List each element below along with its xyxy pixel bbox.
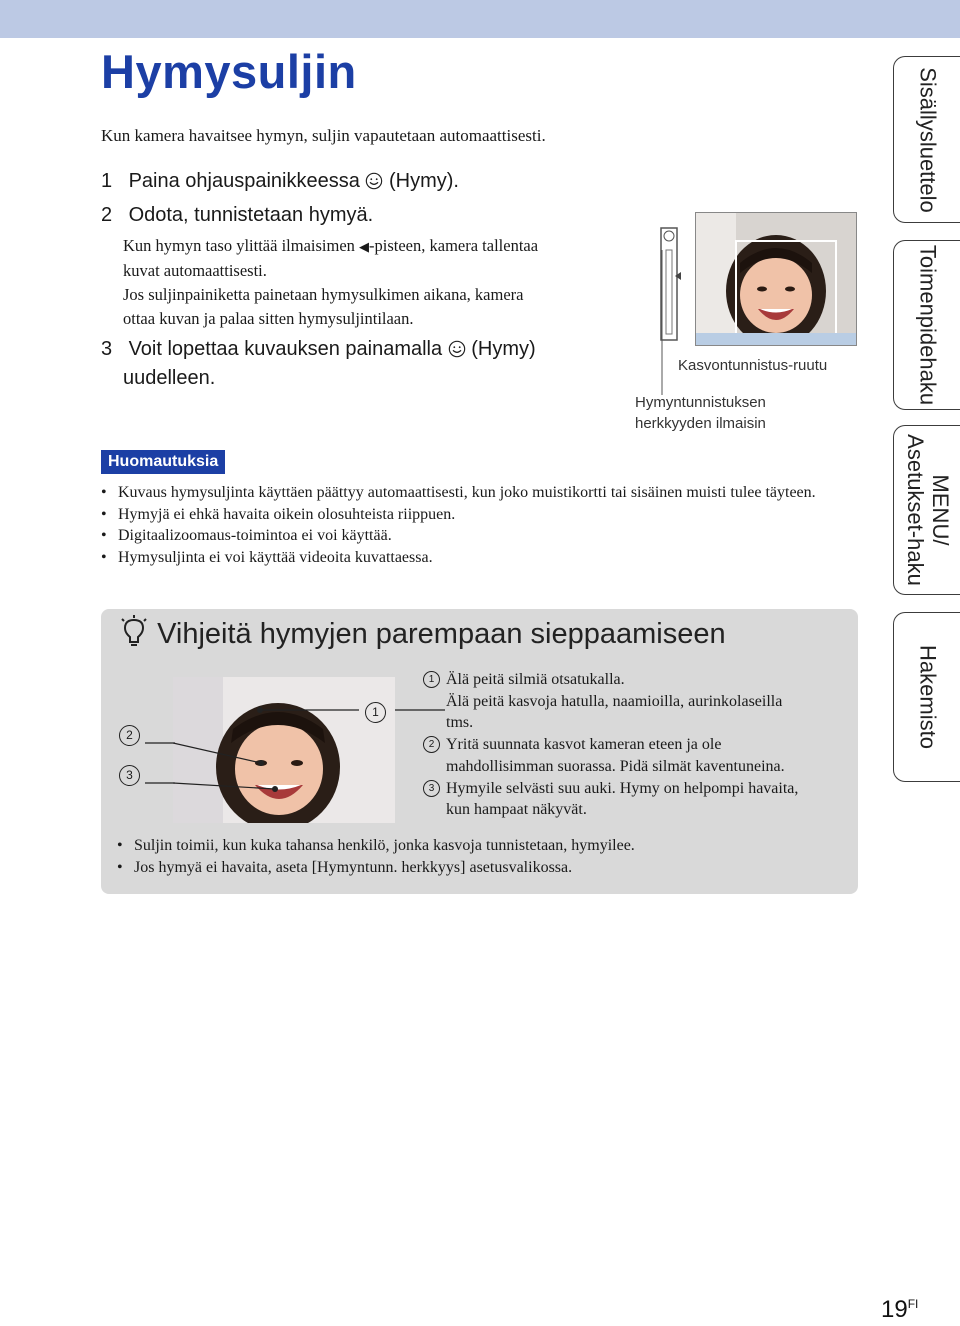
indicator-leader-line xyxy=(660,250,664,400)
step-3: 3 Voit lopettaa kuvauksen painamalla (Hymy) uudelleen. xyxy=(101,338,536,389)
face-frame-label: Kasvontunnistus-ruutu xyxy=(678,357,828,374)
tab-contents[interactable]: Sisällysluettelo xyxy=(893,56,960,223)
notes-list xyxy=(101,482,846,569)
tips-title: Vihjeitä hymyjen parempaan sieppaamiseen xyxy=(119,615,726,651)
lightbulb-icon xyxy=(119,615,149,647)
tip-item-2: 2 Yritä suunnata kasvot kameran eteen ja ole mahdollisimman suorassa. Pidä silmät kaventuneina. xyxy=(421,734,841,777)
marker-3: 3 xyxy=(119,765,140,786)
marker-3-leader xyxy=(145,782,175,786)
tips-bullets xyxy=(117,835,837,879)
marker-1: 1 xyxy=(365,702,386,723)
tab-menu-settings[interactable]: MENU/ Asetukset-haku xyxy=(893,425,960,595)
list-item: • Hymyjä ei ehkä havaita oikein olosuhteista riippuen. xyxy=(101,504,846,526)
smile-icon xyxy=(365,172,383,190)
indicator-label: Hymyntunnistuksen herkkyyden ilmaisin xyxy=(635,394,766,432)
list-item: • Jos hymyä ei havaita, aseta [Hymyntunn. herkkyys] asetusvalikossa. xyxy=(117,857,837,879)
smile-icon xyxy=(448,340,466,358)
step-2-notes: Kun hymyn taso ylittää ilmaisimen ◀-pisteen, kamera tallentaa kuvat automaattisesti. Jos suljinpainiketta painetaan hymysulkimen aikana, kamera ottaa kuvan ja palaa sitten hymysuljintilaan. xyxy=(123,236,539,328)
notes-header: Huomautuksia xyxy=(101,450,225,474)
marker-2: 2 xyxy=(119,725,140,746)
page-title: Hymysuljin xyxy=(101,45,357,98)
step-2: 2 Odota, tunnistetaan hymyä. xyxy=(101,204,374,226)
tips-photo xyxy=(173,677,395,823)
face-photo xyxy=(695,212,857,346)
tab-operation-search[interactable]: Toimenpidehaku xyxy=(893,240,960,410)
tab-index[interactable]: Hakemisto xyxy=(893,612,960,782)
list-item: • Digitaalizoomaus-toimintoa ei voi käyttää. xyxy=(101,525,846,547)
left-triangle-icon: ◀ xyxy=(359,239,370,254)
tips-box xyxy=(101,609,858,894)
tip-item-1: 1 Älä peitä silmiä otsatukalla. Älä peitä kasvoja hatulla, naamioilla, aurinkolaseilla tms. xyxy=(421,669,841,734)
marker-2-leader xyxy=(145,742,175,746)
tips-list xyxy=(421,669,841,821)
tip-item-3: 3 Hymyile selvästi suu auki. Hymy on helpompi havaita, kun hampaat näkyvät. xyxy=(421,778,841,821)
intro-text: Kun kamera havaitsee hymyn, suljin vapautetaan automaattisesti. xyxy=(101,126,546,145)
smile-detection-illustration xyxy=(657,212,855,346)
list-item: • Hymysuljinta ei voi käyttää videoita kuvattaessa. xyxy=(101,547,846,569)
list-item: • Suljin toimii, kun kuka tahansa henkilö, jonka kasvoja tunnistetaan, hymyilee. xyxy=(117,835,837,857)
list-item: • Kuvaus hymysuljinta käyttäen päättyy automaattisesti, kun joko muistikortti tai sisäinen muisti tulee täyteen. xyxy=(101,482,846,504)
page-number: $19^{FI}$ xyxy=(881,1296,919,1323)
step-1: 1 Paina ohjauspainikkeessa (Hymy). xyxy=(101,170,459,192)
top-header-bar xyxy=(0,0,960,38)
